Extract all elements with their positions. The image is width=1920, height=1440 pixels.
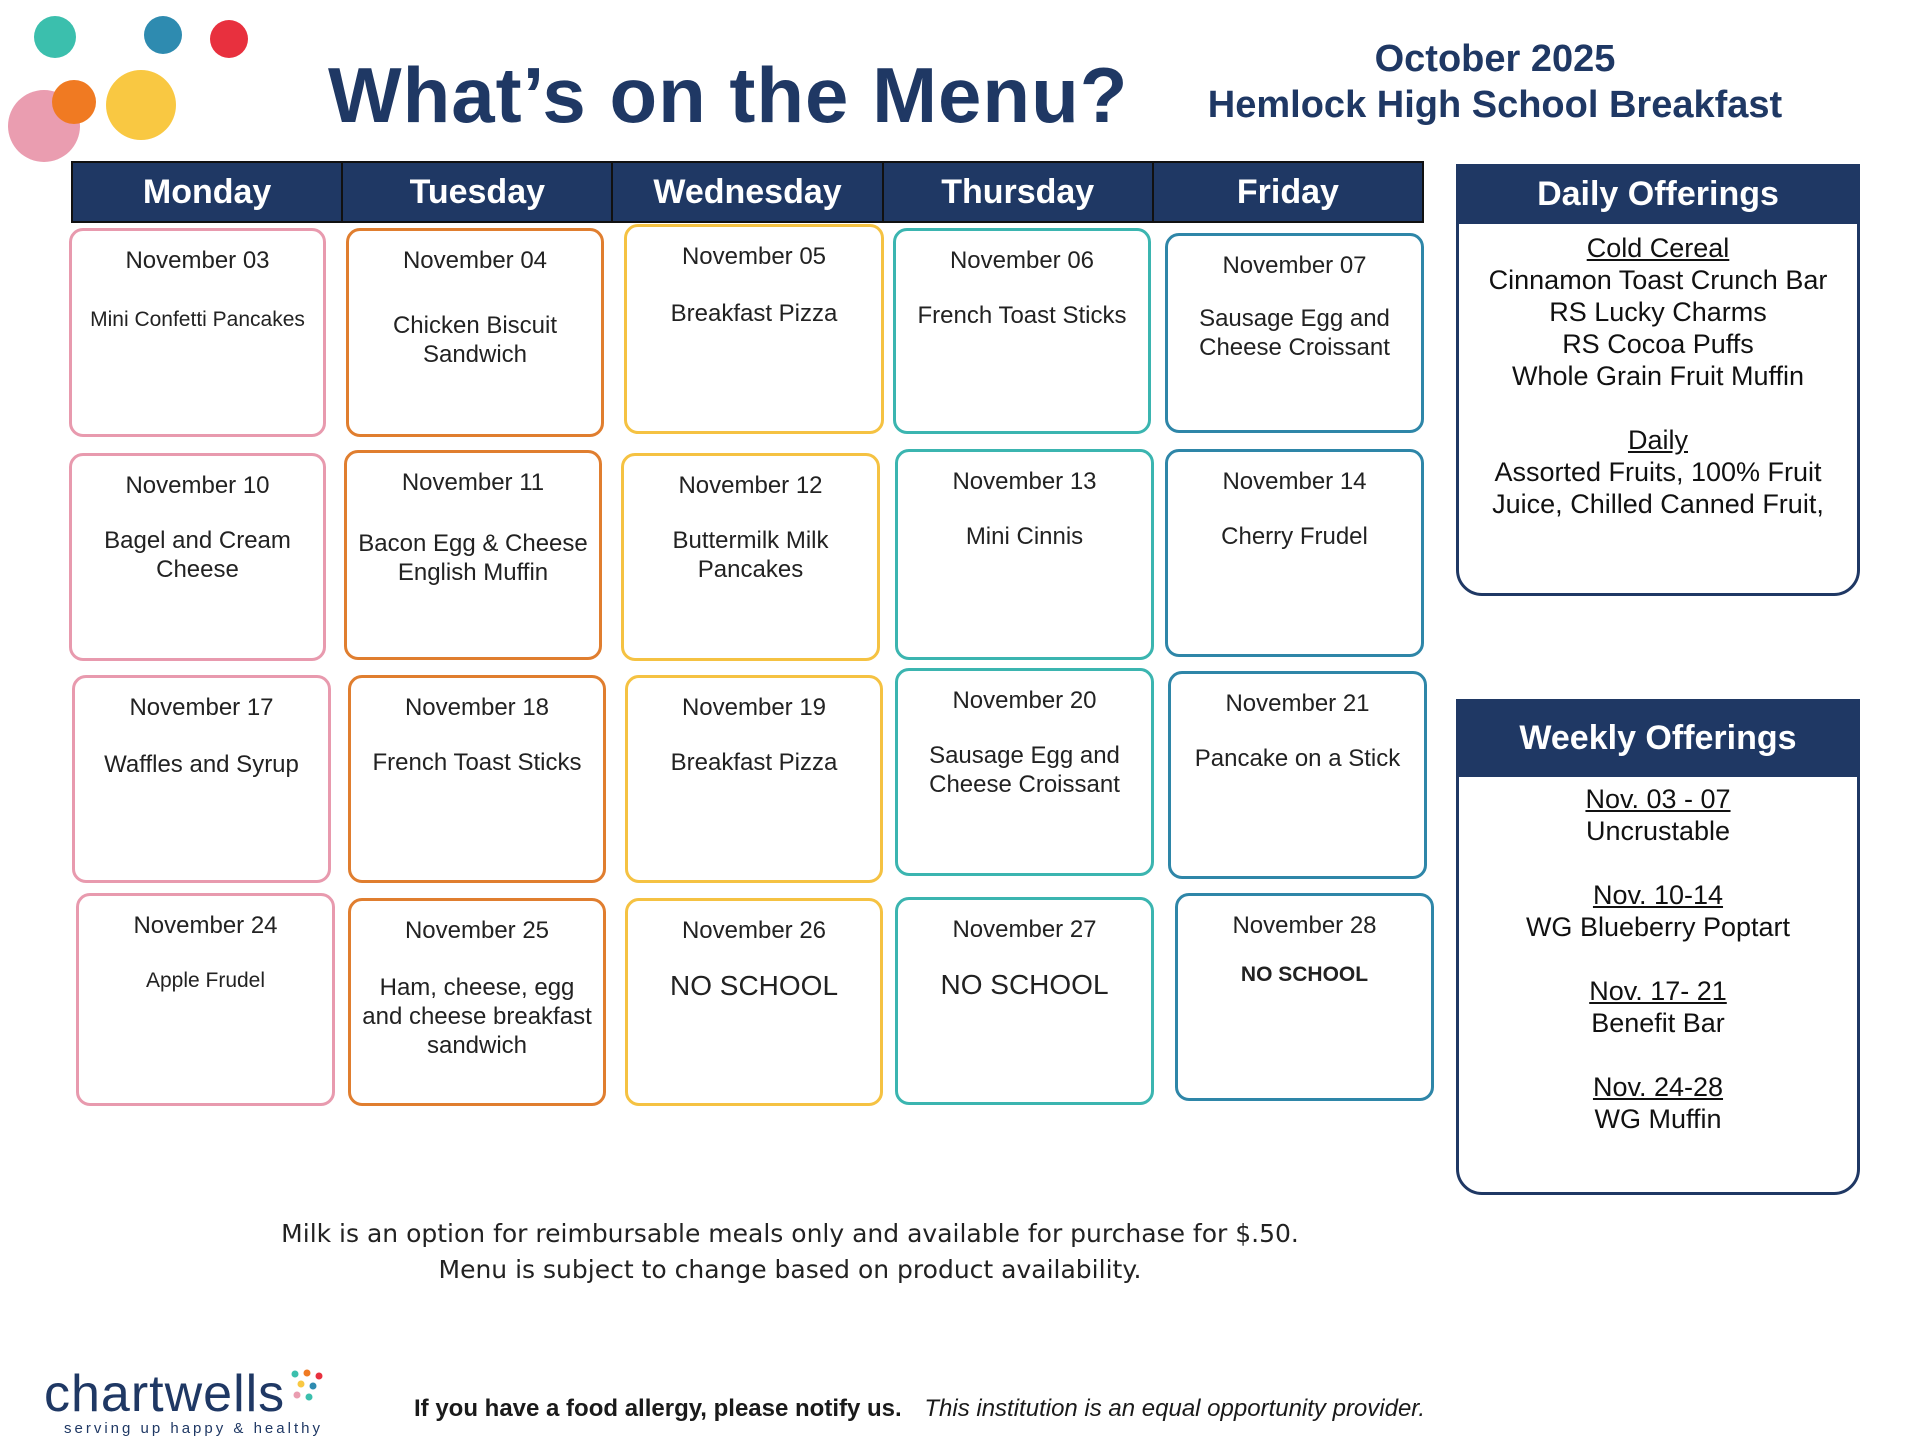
week-range: Nov. 17- 21: [1589, 976, 1727, 1006]
cereal-item: RS Cocoa Puffs: [1562, 329, 1754, 359]
menu-cell: [346, 228, 604, 437]
chartwells-logo: [44, 1365, 325, 1437]
menu-date: November 27: [952, 916, 1097, 943]
menu-cell: [344, 450, 602, 660]
menu-item: Sausage Egg and Cheese Croissant: [929, 742, 1120, 798]
equal-opportunity-notice: This institution is an equal opportunity provider.: [924, 1395, 1426, 1422]
week-item: WG Blueberry Poptart: [1525, 912, 1791, 942]
menu-cell: [69, 228, 326, 437]
day-header-friday: Friday: [1236, 173, 1339, 211]
menu-cell: [1165, 233, 1424, 433]
decor-dot-orange: [52, 80, 96, 124]
weekday-header: [71, 161, 1424, 223]
day-header-monday: Monday: [73, 163, 343, 221]
logo-tagline: serving up happy & healthy: [64, 1420, 323, 1437]
menu-date: November 21: [1225, 690, 1370, 717]
menu-date: November 18: [404, 694, 550, 721]
milk-note: Milk is an option for reimbursable meals only and available for purchase for $.50.: [281, 1219, 1299, 1248]
page-title: What’s on the Menu?: [328, 51, 1129, 139]
menu-cell: [625, 898, 883, 1106]
week-range: Nov. 03 - 07: [1585, 784, 1731, 814]
daily-offerings-title: Daily Offerings: [1456, 164, 1860, 224]
menu-item: Chicken Biscuit Sandwich: [392, 312, 558, 368]
menu-item: Breakfast Pizza: [670, 300, 838, 327]
menu-date: November 24: [133, 912, 278, 939]
menu-cell: [348, 675, 606, 883]
weekly-offerings-title: Weekly Offerings: [1456, 699, 1860, 777]
menu-date: November 10: [125, 472, 270, 499]
menu-date: November 07: [1222, 252, 1367, 279]
week-range: Nov. 10-14: [1592, 880, 1724, 910]
day-header-thursday: Thursday: [884, 163, 1154, 221]
menu-date: November 12: [678, 472, 823, 499]
daily-text: Assorted Fruits, 100% Fruit: [1494, 457, 1822, 487]
menu-date: November 05: [681, 243, 827, 270]
menu-date: November 06: [949, 247, 1095, 274]
menu-item: Bacon Egg & Cheese English Muffin: [358, 530, 588, 586]
menu-cell: [1165, 449, 1424, 657]
week-item: Uncrustable: [1585, 816, 1731, 846]
logo-dots-icon: [289, 1368, 325, 1408]
menu-date: November 26: [681, 917, 827, 944]
menu-cell: [895, 449, 1154, 660]
menu-cell: [895, 668, 1154, 876]
logo-wordmark: chartwells: [44, 1365, 286, 1423]
menu-cell: [348, 898, 606, 1106]
day-header-tuesday: Tuesday: [343, 163, 613, 221]
menu-cell: [893, 228, 1151, 434]
cereal-item: Cinnamon Toast Crunch Bar: [1488, 265, 1828, 295]
menu-item: Mini Cinnis: [965, 523, 1084, 550]
menu-item: Cherry Frudel: [1221, 523, 1368, 550]
menu-item: Bagel and Cream Cheese: [104, 527, 291, 583]
cold-cereal-heading: Cold Cereal: [1586, 233, 1730, 263]
menu-item: Pancake on a Stick: [1194, 745, 1401, 772]
week-item: WG Muffin: [1594, 1104, 1722, 1134]
menu-item: Ham, cheese, egg and cheese breakfast sandwich: [362, 974, 592, 1059]
menu-date: November 03: [125, 247, 270, 274]
decor-dot-teal: [34, 16, 76, 58]
menu-date: November 13: [952, 468, 1097, 495]
menu-cell: [895, 897, 1154, 1105]
week-range: Nov. 24-28: [1592, 1072, 1724, 1102]
cereal-item: RS Lucky Charms: [1549, 297, 1767, 327]
daily-text: Juice, Chilled Canned Fruit,: [1492, 489, 1824, 519]
school-name: Hemlock High School Breakfast: [1207, 84, 1783, 126]
menu-cell: [624, 224, 884, 434]
menu-item: Sausage Egg and Cheese Croissant: [1199, 305, 1390, 361]
availability-note: Menu is subject to change based on product availability.: [438, 1255, 1142, 1284]
menu-month: October 2025: [1374, 38, 1616, 80]
menu-item: Buttermilk Milk Pancakes: [672, 527, 829, 583]
menu-item: NO SCHOOL: [1240, 963, 1369, 986]
allergy-notice: If you have a food allergy, please notify us.: [414, 1395, 902, 1422]
menu-item: NO SCHOOL: [669, 970, 839, 1001]
menu-subtitle: [1205, 36, 1785, 128]
daily-offerings-panel: [1456, 164, 1860, 596]
menu-cell: [1168, 671, 1427, 879]
menu-date: November 19: [681, 694, 827, 721]
decor-dot-red: [210, 20, 248, 58]
weekly-offerings-panel: [1456, 699, 1860, 1195]
menu-item: Breakfast Pizza: [670, 749, 838, 776]
day-header-wednesday: Wednesday: [613, 163, 883, 221]
menu-item: Apple Frudel: [145, 969, 266, 992]
menu-date: November 04: [402, 247, 548, 274]
decor-dot-blue: [144, 16, 182, 54]
menu-date: November 14: [1222, 468, 1367, 495]
menu-item: French Toast Sticks: [372, 749, 582, 776]
menu-cell: [1175, 893, 1434, 1101]
daily-heading: Daily: [1627, 425, 1688, 455]
menu-item: NO SCHOOL: [940, 969, 1109, 1000]
menu-date: November 11: [401, 469, 545, 496]
menu-date: November 25: [404, 917, 550, 944]
menu-item: Mini Confetti Pancakes: [90, 308, 305, 331]
menu-cell: [72, 675, 331, 883]
menu-date: November 28: [1232, 912, 1377, 939]
menu-cell: [69, 453, 326, 661]
menu-cell: [76, 893, 335, 1106]
menu-date: November 20: [952, 687, 1097, 714]
cereal-item: Whole Grain Fruit Muffin: [1511, 361, 1805, 391]
menu-footnote: [200, 1216, 1380, 1288]
decor-dot-yellow: [106, 70, 176, 140]
menu-cell: [625, 675, 883, 883]
menu-date: November 17: [129, 694, 274, 721]
footer-notice: [414, 1395, 1425, 1423]
week-item: Benefit Bar: [1591, 1008, 1725, 1038]
menu-item: Waffles and Syrup: [104, 751, 299, 778]
menu-cell: [621, 453, 880, 661]
menu-item: French Toast Sticks: [917, 302, 1127, 329]
